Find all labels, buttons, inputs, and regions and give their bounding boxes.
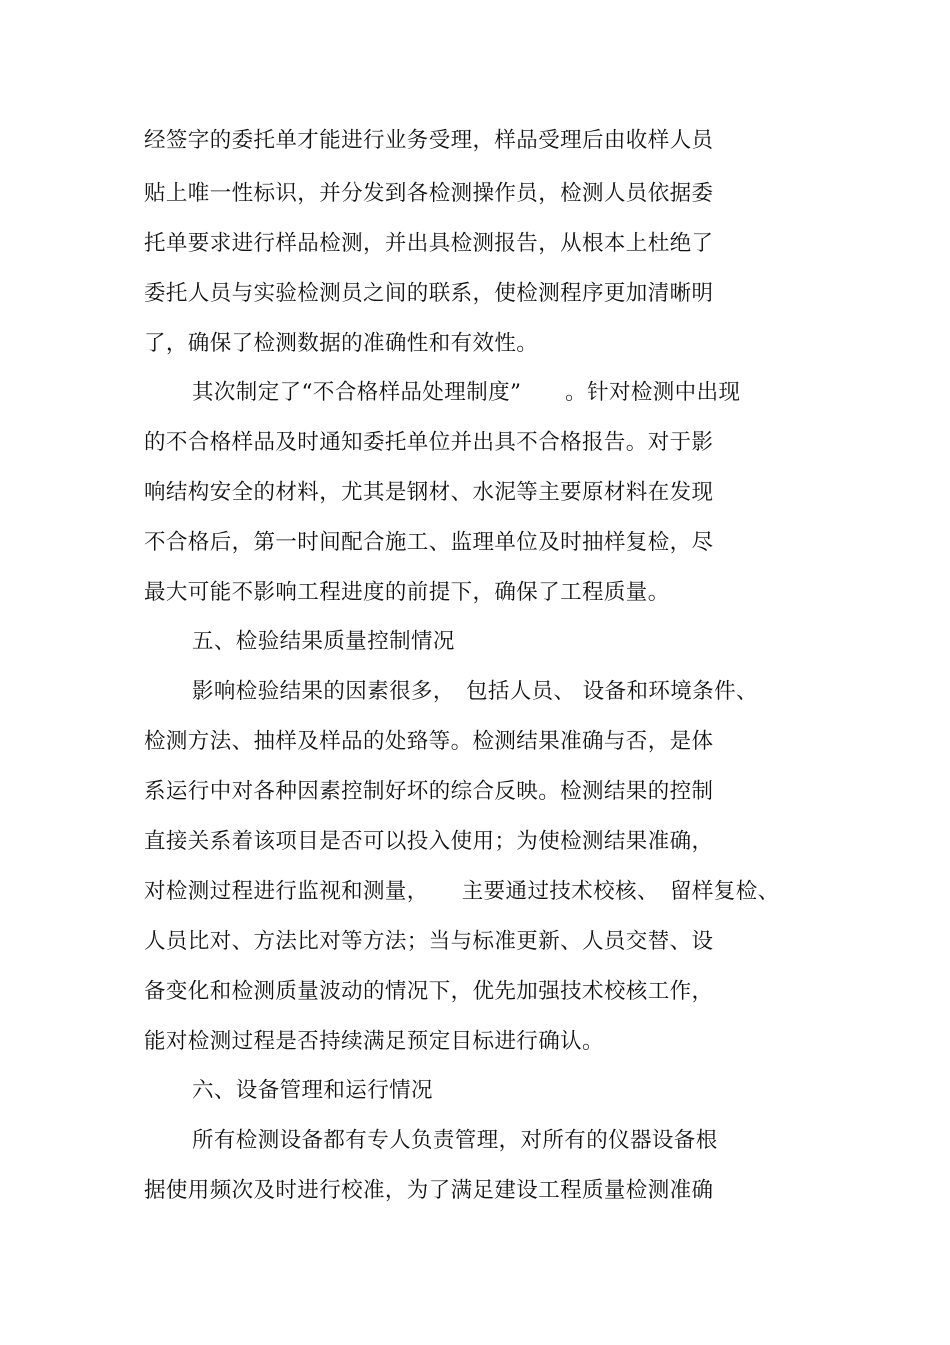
paragraph-line-2: 贴上唯一性标识，并分发到各检测操作员，检测人员依据委 [144, 181, 714, 206]
paragraph-line-6: 其次制定了“不合格样品处理制度” 。针对检测中出现 [192, 380, 741, 405]
paragraph-line-14: 直接关系着该项目是否可以投入使用；为使检测结果准确， [144, 829, 714, 854]
paragraph-line-10: 最大可能不影响工程进度的前提下，确保了工程质量。 [144, 580, 670, 605]
section-heading-5: 五、检验结果质量控制情况 [192, 629, 455, 654]
paragraph-line-4: 委托人员与实验检测员之间的联系，使检测程序更加清晰明 [144, 281, 714, 306]
paragraph-line-13: 系运行中对各种因素控制好坏的综合反映。检测结果的控制 [144, 779, 714, 804]
paragraph-line-17: 备变化和检测质量波动的情况下，优先加强技术校核工作， [144, 979, 714, 1004]
paragraph-line-20: 据使用频次及时进行校准，为了满足建设工程质量检测准确 [144, 1178, 714, 1203]
paragraph-line-16: 人员比对、方法比对等方法；当与标准更新、人员交替、设 [144, 929, 714, 954]
paragraph-line-7: 的不合格样品及时通知委托单位并出具不合格报告。对于影 [144, 430, 714, 455]
paragraph-line-12: 检测方法、抽样及样品的处臵等。检测结果准确与否，是体 [144, 729, 714, 754]
paragraph-line-8: 响结构安全的材料，尤其是钢材、水泥等主要原材料在发现 [144, 480, 714, 505]
paragraph-line-18: 能对检测过程是否持续满足预定目标进行确认。 [144, 1029, 604, 1054]
paragraph-line-19: 所有检测设备都有专人负责管理，对所有的仪器设备根 [192, 1128, 718, 1153]
paragraph-line-3: 托单要求进行样品检测，并出具检测报告，从根本上杜绝了 [144, 231, 714, 256]
paragraph-line-5: 了，确保了检测数据的准确性和有效性。 [144, 331, 539, 356]
paragraph-line-1: 经签字的委托单才能进行业务受理，样品受理后由收样人员 [144, 128, 714, 153]
paragraph-line-11: 影响检验结果的因素很多， 包括人员、 设备和环境条件、 [192, 679, 758, 704]
section-heading-6: 六、设备管理和运行情况 [192, 1078, 433, 1103]
paragraph-line-15: 对检测过程进行监视和测量， 主要通过技术校核、 留样复检、 [144, 879, 780, 904]
paragraph-line-9: 不合格后，第一时间配合施工、监理单位及时抽样复检，尽 [144, 530, 714, 555]
